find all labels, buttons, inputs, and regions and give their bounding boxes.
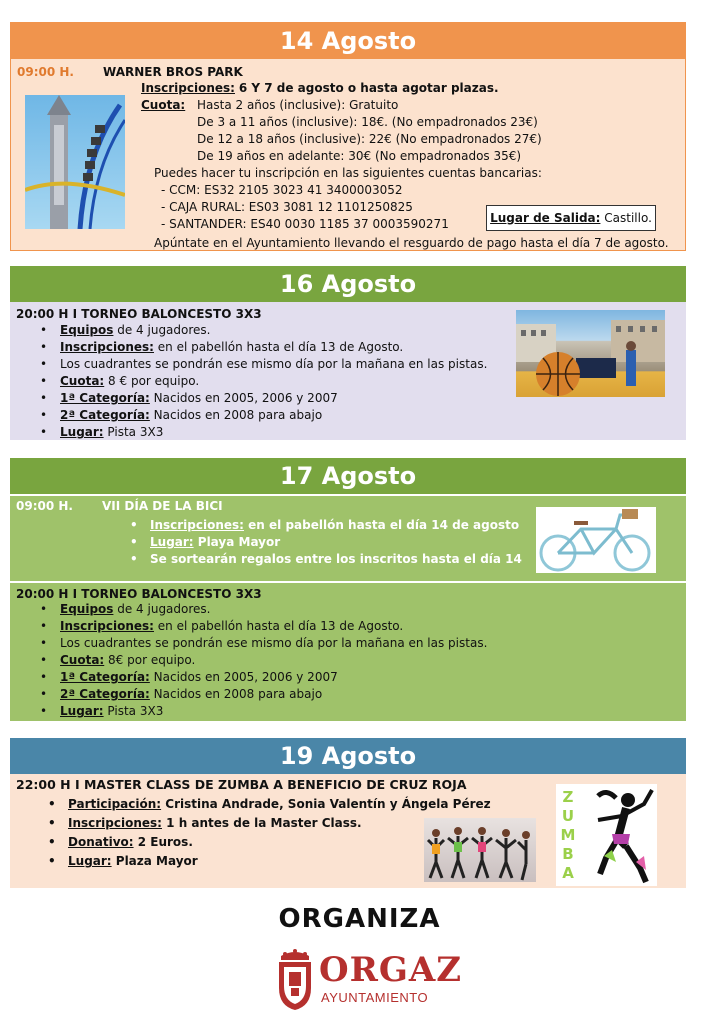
item-text: 1 h antes de la Master Class.: [161, 816, 362, 830]
item-label: Equipos: [60, 602, 114, 616]
list-item: [60, 373, 199, 389]
item-text: en el pabellón hasta el día 14 de agosto: [243, 518, 520, 532]
item-label: Lugar:: [68, 854, 112, 868]
section-16-agosto: [10, 266, 686, 440]
list-item: [60, 390, 338, 406]
list-item: [60, 339, 403, 355]
coat-of-arms-icon: [275, 948, 315, 1012]
section-17-agosto: [10, 458, 686, 721]
event-time: 09:00 H.: [17, 65, 74, 79]
item-text: Pista 3X3: [103, 425, 164, 439]
zumba-letter: Z: [562, 788, 574, 806]
event-title: VII DÍA DE LA BICI: [102, 499, 223, 513]
item-text: Playa Mayor: [193, 535, 281, 549]
item-text: de 4 jugadores.: [113, 602, 211, 616]
salida-box: Lugar de Salida: Castillo.: [486, 205, 656, 231]
organiza-heading: ORGANIZA: [278, 904, 441, 934]
date-header: 17 Agosto: [10, 458, 686, 494]
list-item: [150, 551, 522, 567]
bicycle-photo: [536, 507, 656, 573]
rollercoaster-photo: [25, 95, 125, 229]
cuota-line: De 12 a 18 años (inclusive): 22€ (No empadronados 27€): [197, 132, 542, 146]
item-text: Los cuadrantes se pondrán ese mismo día por la mañana en las pistas.: [60, 357, 488, 371]
item-label: Inscripciones:: [68, 816, 162, 830]
cuota-line: De 19 años en adelante: 30€ (No empadronados 35€): [197, 149, 522, 163]
item-text: Plaza Mayor: [111, 854, 198, 868]
item-label: 2ª Categoría:: [60, 687, 150, 701]
item-text: Los cuadrantes se pondrán ese mismo día por la mañana en las pistas.: [60, 636, 488, 650]
list-item: [150, 517, 519, 533]
item-label: Equipos: [60, 323, 114, 337]
section-19-agosto: [10, 738, 686, 888]
item-label: Lugar:: [150, 535, 194, 549]
item-text: Se sortearán regalos entre los inscritos hasta el día 14: [150, 552, 522, 566]
date-header: 19 Agosto: [10, 738, 686, 774]
item-label: Inscripciones:: [60, 340, 154, 354]
cuota-label: Cuota:: [141, 98, 186, 112]
footer-note: Apúntate en el Ayuntamiento llevando el resguardo de pago hasta el día 7 de agosto.: [154, 236, 669, 250]
event-title: 20:00 H I TORNEO BALONCESTO 3X3: [16, 587, 262, 601]
list-item: [60, 322, 211, 338]
list-item: [150, 534, 280, 550]
inscripciones-row: Inscripciones: 6 Y 7 de agosto o hasta agotar plazas.: [141, 81, 499, 95]
list-item: [60, 407, 322, 423]
divider: [10, 494, 686, 496]
logo-subtitle: AYUNTAMIENTO: [321, 990, 429, 1005]
list-item: [60, 669, 338, 685]
list-item: [60, 618, 403, 634]
item-label: Lugar:: [60, 704, 104, 718]
item-text: Nacidos en 2005, 2006 y 2007: [149, 391, 338, 405]
event-title: 22:00 H I MASTER CLASS DE ZUMBA A BENEFICIO DE CRUZ ROJA: [16, 777, 467, 792]
item-text: 8€ por equipo.: [104, 653, 196, 667]
cuota-line: Hasta 2 años (inclusive): Gratuito: [197, 98, 399, 112]
list-item: [60, 424, 163, 440]
date-header: 14 Agosto: [11, 23, 685, 59]
item-text: 8 € por equipo.: [104, 374, 200, 388]
event-time: 09:00 H.: [16, 499, 73, 513]
event-title: WARNER BROS PARK: [103, 65, 243, 79]
date-header: 16 Agosto: [10, 266, 686, 302]
item-label: Inscripciones:: [60, 619, 154, 633]
item-label: Participación:: [68, 797, 162, 811]
item-label: Donativo:: [68, 835, 134, 849]
list-item: [68, 834, 193, 850]
item-label: Cuota:: [60, 653, 105, 667]
item-label: 2ª Categoría:: [60, 408, 150, 422]
section-14-agosto: [10, 22, 686, 251]
zumba-letter: A: [562, 864, 574, 882]
cuota-line: De 3 a 11 años (inclusive): 18€. (No empadronados 23€): [197, 115, 538, 129]
bank-intro: Puedes hacer tu inscripción en las siguientes cuentas bancarias:: [154, 166, 542, 180]
list-item: [60, 635, 487, 651]
item-text: Nacidos en 2008 para abajo: [149, 687, 323, 701]
list-item: [68, 815, 362, 831]
logo-name: ORGAZ: [319, 950, 463, 990]
item-text: Nacidos en 2008 para abajo: [149, 408, 323, 422]
item-label: 1ª Categoría:: [60, 391, 150, 405]
divider: [10, 581, 686, 583]
item-text: Nacidos en 2005, 2006 y 2007: [149, 670, 338, 684]
bank-line: - CCM: ES32 2105 3023 41 3400003052: [161, 183, 403, 197]
list-item: [68, 796, 491, 812]
list-item: [60, 601, 211, 617]
item-label: Cuota:: [60, 374, 105, 388]
list-item: [68, 853, 198, 869]
basketball-photo: [516, 310, 665, 397]
bank-line: - SANTANDER: ES40 0030 1185 37 0003590271: [161, 217, 449, 231]
zumba-class-photo: [424, 818, 536, 882]
item-text: Cristina Andrade, Sonia Valentín y Ángela Pérez: [161, 797, 491, 811]
ayuntamiento-logo: [275, 948, 465, 1014]
list-item: [60, 703, 163, 719]
item-text: en el pabellón hasta el día 13 de Agosto.: [153, 619, 404, 633]
list-item: [60, 686, 322, 702]
list-item: [60, 356, 487, 372]
bank-line: - CAJA RURAL: ES03 3081 12 1101250825: [161, 200, 413, 214]
list-item: [60, 652, 195, 668]
item-label: 1ª Categoría:: [60, 670, 150, 684]
zumba-letter: U: [561, 807, 575, 825]
zumba-letter: B: [562, 845, 574, 863]
item-text: Pista 3X3: [103, 704, 164, 718]
zumba-letter: M: [560, 826, 576, 844]
item-text: de 4 jugadores.: [113, 323, 211, 337]
item-label: Lugar:: [60, 425, 104, 439]
zumba-poster: [556, 784, 657, 886]
item-label: Inscripciones:: [150, 518, 244, 532]
item-text: 2 Euros.: [133, 835, 193, 849]
event-title: 20:00 H I TORNEO BALONCESTO 3X3: [16, 307, 262, 321]
item-text: en el pabellón hasta el día 13 de Agosto.: [153, 340, 404, 354]
